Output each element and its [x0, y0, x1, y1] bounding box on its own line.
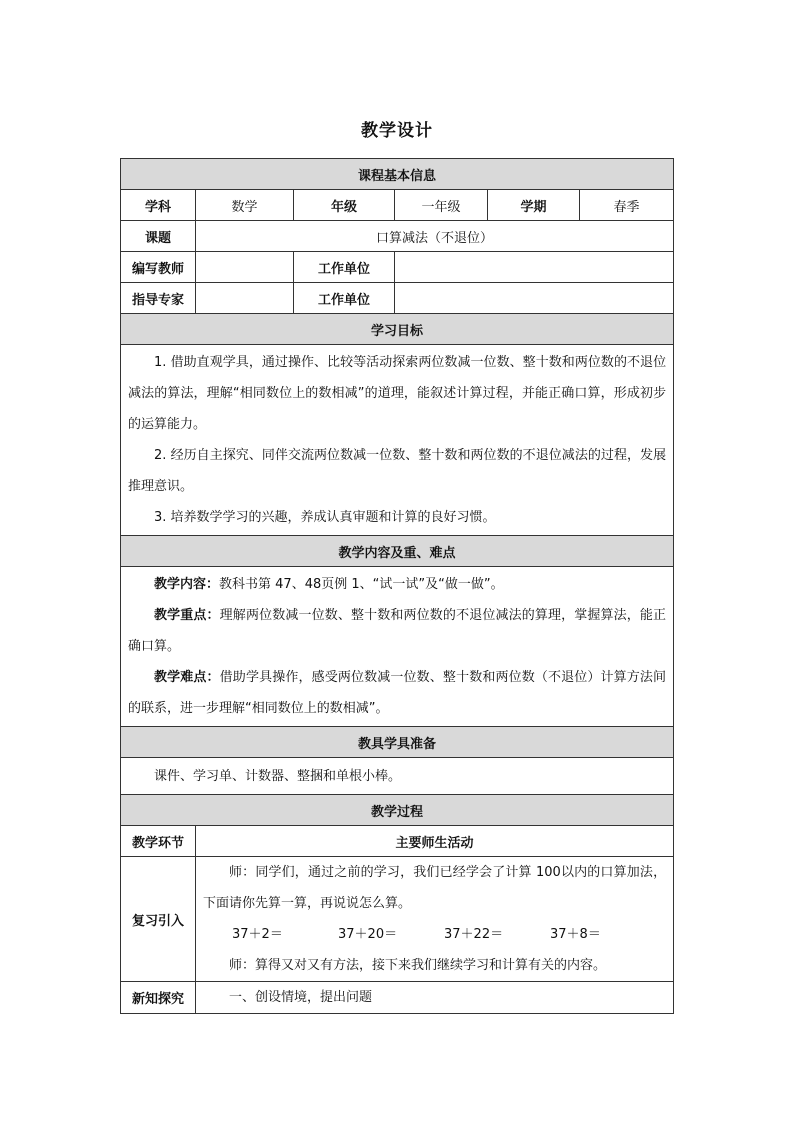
advisor-unit-value	[395, 283, 674, 314]
grade-label: 年级	[294, 190, 395, 221]
content-text: 教科书第 47、48页例 1、“试一试”及“做一做”。	[219, 577, 504, 592]
author-unit-value	[395, 252, 674, 283]
content-keyword: 教学内容：	[154, 577, 220, 592]
expression: 37＋2＝	[232, 927, 283, 942]
term-value: 春季	[580, 190, 674, 221]
topic-value: 口算减法（不退位）	[196, 221, 674, 252]
subject-value: 数学	[196, 190, 294, 221]
advisor-label: 指导专家	[121, 283, 196, 314]
goals-cell	[121, 345, 674, 536]
section-basic-info-header: 课程基本信息	[121, 159, 674, 190]
tools-cell	[121, 758, 674, 795]
review-activity-cell	[196, 857, 674, 982]
expression: 37＋8＝	[550, 927, 601, 942]
activity-column-header: 主要师生活动	[196, 826, 674, 857]
lesson-plan-table	[120, 158, 674, 1014]
section-tools-header: 教具学具准备	[121, 727, 674, 758]
review-expressions	[196, 919, 673, 950]
topic-label: 课题	[121, 221, 196, 252]
new-activity-text: 一、创设情境，提出问题	[229, 990, 373, 1005]
section-content-header: 教学内容及重、难点	[121, 536, 674, 567]
goal-item: 2. 经历自主探究、同伴交流两位数减一位数、整十数和两位数的不退位减法的过程，发展推理意识。	[128, 448, 667, 494]
section-goals-header: 学习目标	[121, 314, 674, 345]
review-end: 师：算得又对又有方法，接下来我们继续学习和计算有关的内容。	[229, 958, 607, 973]
author-label: 编写教师	[121, 252, 196, 283]
difficult-keyword: 教学难点：	[154, 670, 220, 685]
expression: 37＋20＝	[338, 927, 398, 942]
term-label: 学期	[488, 190, 580, 221]
content-paragraph	[121, 569, 673, 600]
key-paragraph	[121, 600, 673, 662]
difficult-paragraph	[121, 662, 673, 724]
section-process-header: 教学过程	[121, 795, 674, 826]
new-stage-label: 新知探究	[121, 982, 196, 1014]
grade-value: 一年级	[395, 190, 488, 221]
expression: 37＋22＝	[444, 927, 504, 942]
review-intro: 师：同学们，通过之前的学习，我们已经学会了计算 100以内的口算加法，下面请你先算一算，再说说怎么算。	[203, 865, 667, 911]
stage-column-header: 教学环节	[121, 826, 196, 857]
key-keyword: 教学重点：	[154, 608, 220, 623]
advisor-unit-label: 工作单位	[294, 283, 395, 314]
tools-text: 课件、学习单、计数器、整捆和单根小棒。	[154, 768, 402, 784]
author-value	[196, 252, 294, 283]
goal-item: 3. 培养数学学习的兴趣，养成认真审题和计算的良好习惯。	[154, 510, 496, 525]
author-unit-label: 工作单位	[294, 252, 395, 283]
subject-label: 学科	[121, 190, 196, 221]
advisor-value	[196, 283, 294, 314]
difficult-text: 借助学具操作，感受两位数减一位数、整十数和两位数（不退位）计算方法间的联系，进一步理解“相同数位上的数相减”。	[128, 670, 667, 716]
review-stage-label: 复习引入	[121, 857, 196, 982]
key-text: 理解两位数减一位数、整十数和两位数的不退位减法的算理，掌握算法，能正确口算。	[128, 608, 667, 654]
content-cell	[121, 567, 674, 727]
goal-item: 1. 借助直观学具，通过操作、比较等活动探索两位数减一位数、整十数和两位数的不退位减法的算法，理解“相同数位上的数相减”的道理，能叙述计算过程，并能正确口算，形成初步的运算能力。	[128, 355, 667, 432]
page-title: 教学设计	[361, 121, 433, 141]
new-activity-cell	[196, 982, 674, 1014]
